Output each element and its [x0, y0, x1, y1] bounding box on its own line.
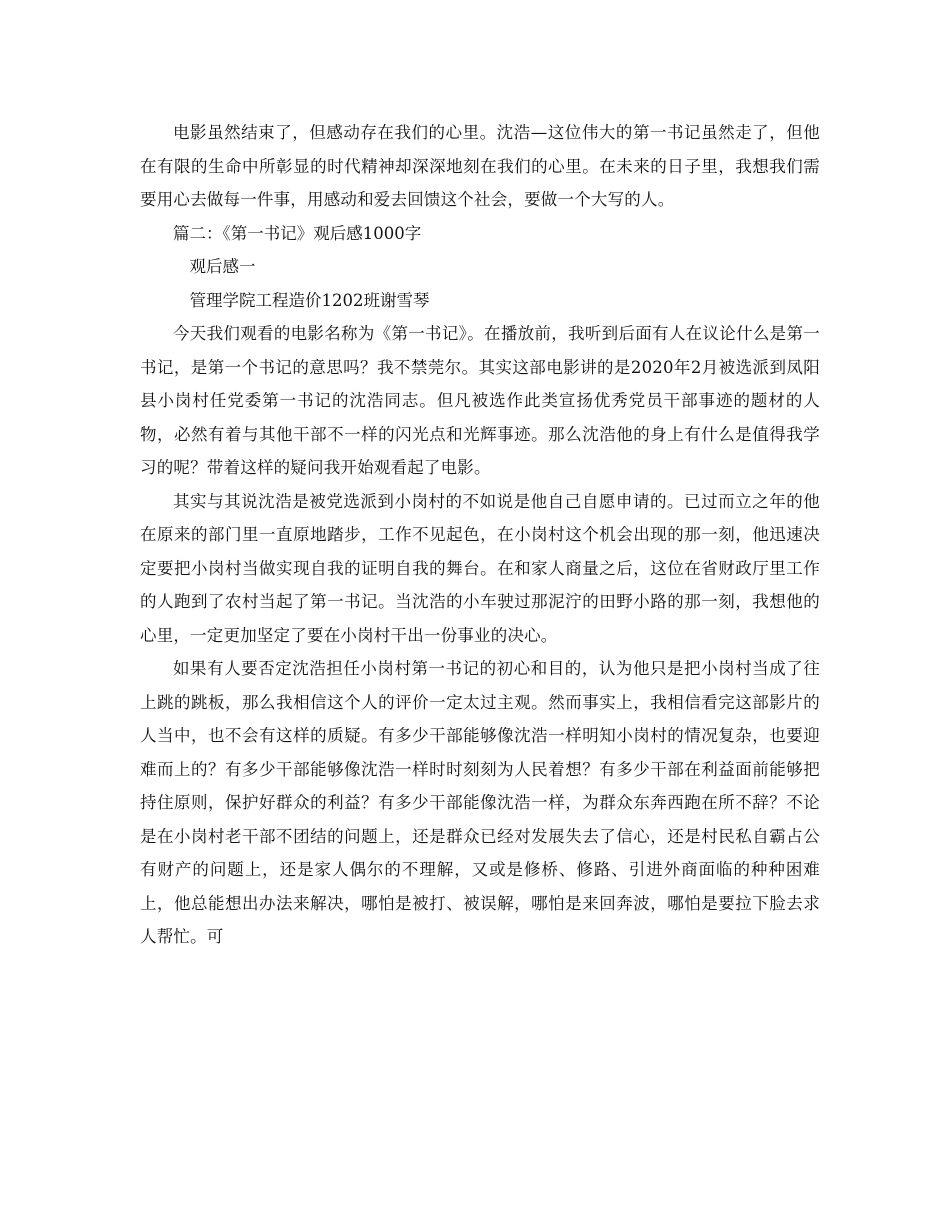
paragraph-intro: 今天我们观看的电影名称为《第一书记》。在播放前，我听到后面有人在议论什么是第一书记，是第一个书记的意思吗？我不禁莞尔。其实这部电影讲的是2020年2月被选派到凤阳县小岗村任党委第一书记的沈浩同志。但凡被选作此类宣扬优秀党员干部事迹的题材的人物，必然有着与其他干部不一样的闪光点和光辉事迹。那么沈浩他的身上有什么是值得我学习的呢？带着这样的疑问我开始观看起了电影。 — [140, 324, 820, 477]
author-line: 管理学院工程造价1202班谢雪琴 — [189, 290, 430, 310]
document-body — [140, 116, 820, 954]
paragraph-background: 其实与其说沈浩是被党选派到小岗村的不如说是他自己自愿申请的。已过而立之年的他在原来的部门里一直原地踏步，工作不见起色，在小岗村这个机会出现的那一刻，他迅速决定要把小岗村当做实现自我的证明自我的舞台。在和家人商量之后，这位在省财政厅里工作的人跑到了农村当起了第一书记。当沈浩的小车驶过那泥泞的田野小路的那一刻，我想他的心里，一定更加坚定了要在小岗村干出一份事业的决心。 — [140, 491, 820, 645]
section-heading: 篇二：《第一书记》观后感1000字 — [173, 223, 422, 243]
essay-title: 观后感一 — [189, 257, 256, 276]
paragraph-argument: 如果有人要否定沈浩担任小岗村第一书记的初心和目的，认为他只是把小岗村当成了往上跳的跳板，那么我相信这个人的评价一定太过主观。然而事实上，我相信看完这部影片的人当中，也不会有这样的质疑。有多少干部能够像沈浩一样明知小岗村的情况复杂，也要迎难而上的？有多少干部能够像沈浩一样时时刻刻为人民着想？有多少干部在利益面前能够把持住原则，保护好群众的利益？有多少干部能像沈浩一样，为群众东奔西跑在所不辞？不论是在小岗村老干部不团结的问题上，还是群众已经对发展失去了信心，还是村民私自霸占公有财产的问题上，还是家人偶尔的不理解，又或是修桥、修路、引进外商面临的种种困难上，他总能想出办法来解决，哪怕是被打、被误解，哪怕是来回奔波，哪怕是要拉下脸去求人帮忙。可 — [140, 659, 820, 946]
paragraph-conclusion: 电影虽然结束了，但感动存在我们的心里。沈浩—这位伟大的第一书记虽然走了，但他在有限的生命中所彰显的时代精神却深深地刻在我们的心里。在未来的日子里，我想我们需要用心去做每一件事，用感动和爱去回馈这个社会，要做一个大写的人。 — [140, 123, 820, 209]
